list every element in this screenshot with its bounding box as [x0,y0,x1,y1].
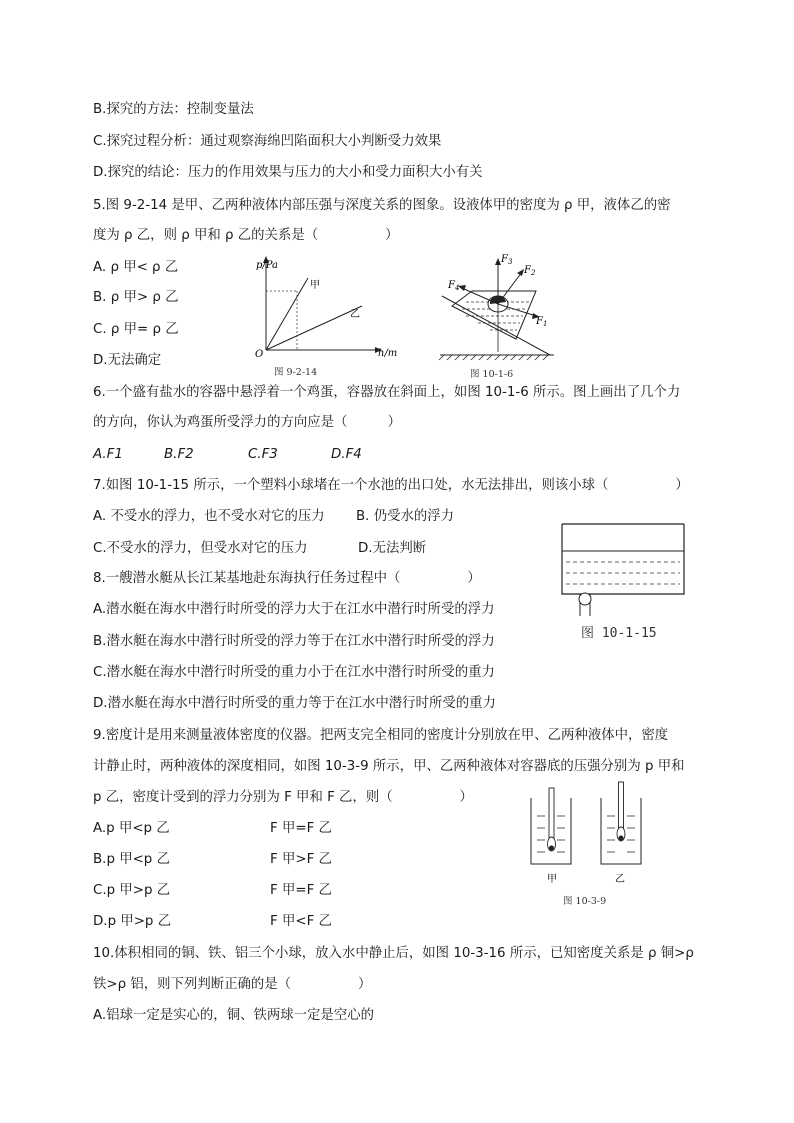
question-9-line2: 计静止时，两种液体的深度相同，如图 10-3-9 所示，甲、乙两种液体对容器底的压强分别为 p 甲和 [93,759,685,774]
hydrometer-caption: 图 10-3-9 [563,896,607,907]
force-f1-label: $F_1$ [536,316,548,328]
q7-option-c: C.不受水的浮力，但受水对它的压力 [93,541,308,556]
q9-option-c-pressure: C.p 甲>p 乙 [93,883,171,898]
q8-option-a: A.潜水艇在海水中潜行时所受的浮力大于在江水中潜行时所受的浮力 [93,602,495,617]
q10-option-a: A.铝球一定是实心的，铜、铁两球一定是空心的 [93,1008,374,1023]
option-d-conclusion: D.探究的结论：压力的作用效果与压力的大小和受力面积大小有关 [93,165,483,180]
graph-x-axis-label: h/m [378,348,398,359]
q9-option-b-force: F 甲>F 乙 [270,852,332,867]
q8-option-c: C.潜水艇在海水中潜行时所受的重力小于在江水中潜行时所受的重力 [93,665,495,680]
question-6-line1: 6.一个盛有盐水的容器中悬浮着一个鸡蛋，容器放在斜面上，如图 10-1-6 所示。图上画出了几个力 [93,385,681,400]
pool-caption: 图 10-1-15 [581,626,657,641]
q6-option-a: A.F1 [93,447,123,462]
incline-egg-figure [432,252,562,368]
q7-option-a: A. 不受水的浮力，也不受水对它的压力 [93,509,325,524]
force-f3-label: $F_3$ [501,254,513,266]
q6-option-d: D.F4 [331,447,362,462]
graph-line-a-label: 甲 [310,280,320,291]
question-10-line2: 铁>ρ 铝，则下列判断正确的是（ ） [93,977,372,992]
question-5-line2: 度为 ρ 乙，则 ρ 甲和 ρ 乙的关系是（ ） [93,228,399,243]
q6-option-c: C.F3 [248,447,278,462]
hydrometer-figure [525,780,665,890]
q9-option-a-force: F 甲=F 乙 [270,821,332,836]
pressure-depth-graph [250,254,410,374]
question-10-line1: 10.体积相同的铜、铁、铝三个小球，放入水中静止后，如图 10-3-16 所示，已知密度关系是 ρ 铜>ρ [93,946,694,961]
question-7-line1: 7.如图 10-1-15 所示，一个塑料小球堵在一个水池的出口处，水无法排出，则该小球（ ） [93,478,689,493]
q9-option-d-pressure: D.p 甲>p 乙 [93,914,172,929]
question-9-line3: p 乙，密度计受到的浮力分别为 F 甲和 F 乙，则（ ） [93,790,473,805]
q8-option-d: D.潜水艇在海水中潜行时所受的重力等于在江水中潜行时所受的重力 [93,696,496,711]
graph-caption: 图 9-2-14 [274,367,318,378]
hydrometer-right-label: 乙 [615,874,625,885]
option-b-method: B.探究的方法：控制变量法 [93,102,254,117]
graph-origin-label: O [255,349,264,360]
question-5-line1: 5.图 9-2-14 是甲、乙两种液体内部压强与深度关系的图象。设液体甲的密度为 ρ 甲，液体乙的密 [93,198,671,213]
q8-option-b: B.潜水艇在海水中潜行时所受的浮力等于在江水中潜行时所受的浮力 [93,634,495,649]
q7-option-d: D.无法判断 [358,541,427,556]
force-f4-label: $F_4$ [448,280,460,292]
force-f2-label: $F_2$ [524,265,536,277]
q5-option-d: D.无法确定 [93,353,162,368]
graph-line-b-label: 乙 [350,309,360,320]
q5-option-c: C. ρ 甲= ρ 乙 [93,322,179,337]
question-8-line1: 8.一艘潜水艇从长江某基地赴东海执行任务过程中（ ） [93,571,481,586]
q9-option-b-pressure: B.p 甲<p 乙 [93,852,170,867]
option-c-process: C.探究过程分析：通过观察海绵凹陷面积大小判断受力效果 [93,134,442,149]
q6-option-b: B.F2 [164,447,194,462]
question-6-line2: 的方向，你认为鸡蛋所受浮力的方向应是（ ） [93,415,401,430]
graph-y-axis-label: p/Pa [256,260,279,271]
q7-option-b: B. 仍受水的浮力 [356,509,455,524]
pool-outlet-figure [558,520,688,620]
q9-option-c-force: F 甲=F 乙 [270,883,332,898]
incline-caption: 图 10-1-6 [470,369,514,380]
q5-option-b: B. ρ 甲> ρ 乙 [93,290,179,305]
q9-option-a-pressure: A.p 甲<p 乙 [93,821,170,836]
hydrometer-left-label: 甲 [547,874,557,885]
q5-option-a: A. ρ 甲< ρ 乙 [93,260,179,275]
q9-option-d-force: F 甲<F 乙 [270,914,332,929]
question-9-line1: 9.密度计是用来测量液体密度的仪器。把两支完全相同的密度计分别放在甲、乙两种液体中，密度 [93,728,669,743]
